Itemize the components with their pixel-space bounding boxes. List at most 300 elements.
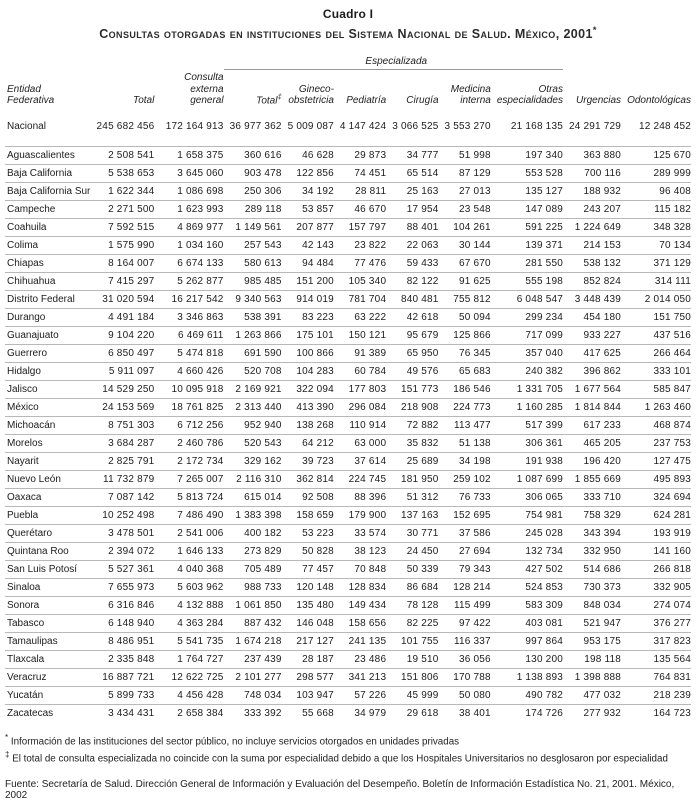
table-cell: 754 981 [491, 506, 563, 524]
row-label: Morelos [5, 434, 91, 452]
table-cell: 135 564 [621, 650, 691, 668]
table-cell: 46 628 [282, 146, 334, 164]
table-cell: 97 422 [439, 614, 491, 632]
table-cell: 207 877 [282, 218, 334, 236]
table-cell: 333 392 [224, 704, 282, 722]
table-cell: 64 212 [282, 434, 334, 452]
table-row [5, 704, 691, 722]
table-cell: 317 823 [621, 632, 691, 650]
table-cell: 5 813 724 [154, 488, 223, 506]
table-cell: 36 056 [439, 650, 491, 668]
table-cell: 887 432 [224, 614, 282, 632]
table-cell: 33 574 [334, 524, 386, 542]
row-label: Coahuila [5, 218, 91, 236]
spacer-cell [563, 53, 691, 69]
table-cell: 113 477 [439, 416, 491, 434]
table-cell: 2 335 848 [91, 650, 155, 668]
table-cell: 12 248 452 [638, 120, 691, 132]
table-cell: 3 553 270 [444, 120, 491, 132]
table-row [5, 470, 691, 488]
table-cell: 624 281 [621, 506, 691, 524]
table-cell: 4 363 284 [154, 614, 223, 632]
table-cell: 997 864 [491, 632, 563, 650]
table-cell: 10 252 498 [91, 506, 155, 524]
row-label: Guanajuato [5, 326, 91, 344]
table-cell: 7 592 515 [91, 218, 155, 236]
table-cell: 454 180 [563, 308, 621, 326]
table-cell: 70 134 [621, 236, 691, 254]
table-cell: 39 723 [282, 452, 334, 470]
table-cell: 755 812 [439, 290, 491, 308]
table-cell: 357 040 [491, 344, 563, 362]
table-cell: 218 908 [386, 398, 438, 416]
table-row [5, 560, 691, 578]
table-row [5, 272, 691, 290]
table-cell: 122 856 [282, 164, 334, 182]
table-cell: 1 087 699 [491, 470, 563, 488]
column-header: Odontológicas [627, 95, 691, 107]
source-line: Fuente: Secretaría de Salud. Dirección General de Información y Evaluación del Desempeño. Boletín de Información Estadística No. 21, 2001. México, 2002 [5, 778, 675, 801]
table-cell: 4 491 184 [91, 308, 155, 326]
table-cell: 96 408 [621, 182, 691, 200]
table-cell: 55 668 [282, 704, 334, 722]
table-cell: 146 048 [282, 614, 334, 632]
table-cell: 5 527 361 [91, 560, 155, 578]
table-row [5, 578, 691, 596]
table-cell: 348 328 [621, 218, 691, 236]
table-cell: 130 200 [491, 650, 563, 668]
table-cell: 1 398 888 [563, 668, 621, 686]
table-cell: 5 538 653 [91, 164, 155, 182]
table-cell: 65 514 [386, 164, 438, 182]
table-cell: 127 475 [621, 452, 691, 470]
row-label: Guerrero [5, 344, 91, 362]
table-cell: 74 451 [334, 164, 386, 182]
table-cell: 224 745 [334, 470, 386, 488]
table-cell: 28 811 [334, 182, 386, 200]
table-cell: 191 938 [491, 452, 563, 470]
table-cell: 16 887 721 [91, 668, 155, 686]
table-cell: 23 486 [334, 650, 386, 668]
table-row [5, 668, 691, 686]
table-cell: 224 773 [439, 398, 491, 416]
table-cell: 9 340 563 [224, 290, 282, 308]
table-cell: 465 205 [563, 434, 621, 452]
table-cell: 437 516 [621, 326, 691, 344]
table-number-title: Cuadro I [322, 7, 374, 21]
table-cell: 2 658 384 [154, 704, 223, 722]
table-cell: 538 132 [563, 254, 621, 272]
table-cell: 758 329 [563, 506, 621, 524]
table-cell: 100 866 [282, 344, 334, 362]
table-cell: 2 825 791 [91, 452, 155, 470]
table-row [5, 416, 691, 434]
table-row [5, 290, 691, 308]
table-row [5, 326, 691, 344]
table-cell: 110 914 [334, 416, 386, 434]
table-cell: 186 546 [439, 380, 491, 398]
table-cell: 2 508 541 [91, 146, 155, 164]
table-cell: 333 710 [563, 488, 621, 506]
table-row [5, 434, 691, 452]
table-cell: 125 866 [439, 326, 491, 344]
table-cell: 151 773 [386, 380, 438, 398]
table-cell: 1 138 893 [491, 668, 563, 686]
table-cell: 5 603 962 [154, 578, 223, 596]
table-cell: 371 129 [621, 254, 691, 272]
table-cell: 181 950 [386, 470, 438, 488]
table-cell: 8 751 303 [91, 416, 155, 434]
table-cell: 53 857 [282, 200, 334, 218]
table-cell: 217 127 [282, 632, 334, 650]
table-cell: 152 695 [439, 506, 491, 524]
table-cell: 86 684 [386, 578, 438, 596]
table-cell: 91 389 [334, 344, 386, 362]
table-cell: 49 576 [386, 362, 438, 380]
table-cell: 1 764 727 [154, 650, 223, 668]
column-header: Gineco- obstetricia [288, 83, 334, 107]
table-cell: 360 616 [224, 146, 282, 164]
spacer-cell [5, 53, 224, 69]
table-cell: 266 818 [621, 560, 691, 578]
table-row [5, 218, 691, 236]
table-cell: 6 148 940 [91, 614, 155, 632]
column-header: Consulta externa general [184, 72, 224, 107]
table-cell: 6 048 547 [491, 290, 563, 308]
table-cell: 158 656 [334, 614, 386, 632]
table-cell: 7 655 973 [91, 578, 155, 596]
table-cell: 193 919 [621, 524, 691, 542]
table-cell: 65 950 [386, 344, 438, 362]
table-cell: 903 478 [224, 164, 282, 182]
table-cell: 65 683 [439, 362, 491, 380]
table-cell: 42 618 [386, 308, 438, 326]
table-cell: 477 032 [563, 686, 621, 704]
table-cell: 748 034 [224, 686, 282, 704]
table-cell: 333 101 [621, 362, 691, 380]
row-label: Sinaloa [5, 578, 91, 596]
table-cell: 60 784 [334, 362, 386, 380]
table-cell: 25 163 [386, 182, 438, 200]
row-label: Chihuahua [5, 272, 91, 290]
table-cell: 24 291 729 [568, 120, 622, 132]
row-label: Baja California Sur [5, 182, 91, 200]
table-cell: 67 670 [439, 254, 491, 272]
table-cell: 580 613 [224, 254, 282, 272]
row-label: México [5, 398, 91, 416]
table-cell: 245 682 456 [96, 120, 155, 132]
table-cell: 139 371 [491, 236, 563, 254]
table-cell: 289 118 [224, 200, 282, 218]
table-cell: 157 797 [334, 218, 386, 236]
table-cell: 4 132 888 [154, 596, 223, 614]
table-cell: 104 261 [439, 218, 491, 236]
table-cell: 988 733 [224, 578, 282, 596]
column-header-row [5, 69, 691, 111]
table-cell: 848 034 [563, 596, 621, 614]
table-cell: 4 147 424 [339, 120, 387, 132]
table-cell: 376 277 [621, 614, 691, 632]
table-cell: 95 679 [386, 326, 438, 344]
table-cell: 413 390 [282, 398, 334, 416]
table-cell: 2 313 440 [224, 398, 282, 416]
table-cell: 12 622 725 [154, 668, 223, 686]
footnote-text: Información de las instituciones del sector público, no incluye servicios otorgados en unidades privadas [10, 735, 460, 747]
footnote-marker: ‡ [5, 750, 10, 760]
table-cell: 105 340 [334, 272, 386, 290]
table-cell: 164 723 [621, 704, 691, 722]
column-header: Urgencias [576, 95, 622, 107]
table-row [5, 362, 691, 380]
table-cell: 27 013 [439, 182, 491, 200]
table-cell: 1 263 866 [224, 326, 282, 344]
table-row [5, 614, 691, 632]
table-cell: 50 080 [439, 686, 491, 704]
table-row [5, 308, 691, 326]
table-cell: 5 474 818 [154, 344, 223, 362]
table-cell: 78 128 [386, 596, 438, 614]
table-cell: 50 828 [282, 542, 334, 560]
table-cell: 2 014 050 [621, 290, 691, 308]
footnote-marker: * [5, 732, 9, 742]
table-cell: 7 486 490 [154, 506, 223, 524]
table-cell: 18 761 825 [154, 398, 223, 416]
table-row [5, 524, 691, 542]
table-cell: 2 116 310 [224, 470, 282, 488]
table-row [5, 596, 691, 614]
table-cell: 1 677 564 [563, 380, 621, 398]
table-cell: 520 708 [224, 362, 282, 380]
table-cell: 79 343 [439, 560, 491, 578]
row-label: Colima [5, 236, 91, 254]
table-cell: 4 040 368 [154, 560, 223, 578]
table-cell: 2 460 786 [154, 434, 223, 452]
table-cell: 3 684 287 [91, 434, 155, 452]
table-cell: 1 814 844 [563, 398, 621, 416]
table-cell: 1 658 375 [154, 146, 223, 164]
table-cell: 417 625 [563, 344, 621, 362]
table-cell: 150 121 [334, 326, 386, 344]
table-cell: 2 101 277 [224, 668, 282, 686]
table-cell: 1 622 344 [91, 182, 155, 200]
footnote-text: El total de consulta especializada no coincide con la suma por especialidad debido a que los Hospitales Universitarios no desglosaron por especialidad [12, 753, 668, 765]
table-cell: 5 899 733 [91, 686, 155, 704]
table-cell: 1 623 993 [154, 200, 223, 218]
table-row [5, 506, 691, 524]
table-cell: 51 998 [439, 146, 491, 164]
table-cell: 617 233 [563, 416, 621, 434]
table-cell: 3 434 431 [91, 704, 155, 722]
table-cell: 245 028 [491, 524, 563, 542]
row-label: Distrito Federal [5, 290, 91, 308]
table-cell: 6 850 497 [91, 344, 155, 362]
table-cell: 281 550 [491, 254, 563, 272]
table-cell: 21 168 135 [510, 120, 563, 132]
table-cell: 53 223 [282, 524, 334, 542]
table-cell: 2 169 921 [224, 380, 282, 398]
table-cell: 1 575 990 [91, 236, 155, 254]
table-cell: 237 439 [224, 650, 282, 668]
table-cell: 63 222 [334, 308, 386, 326]
table-row [5, 650, 691, 668]
table-cell: 700 116 [563, 164, 621, 182]
row-label: Puebla [5, 506, 91, 524]
table-row [5, 344, 691, 362]
table-cell: 147 089 [491, 200, 563, 218]
table-cell: 158 659 [282, 506, 334, 524]
row-label: Sonora [5, 596, 91, 614]
table-cell: 51 138 [439, 434, 491, 452]
table-cell: 91 625 [439, 272, 491, 290]
table-cell: 6 469 611 [154, 326, 223, 344]
table-cell: 289 999 [621, 164, 691, 182]
table-row [5, 200, 691, 218]
table-cell: 240 382 [491, 362, 563, 380]
table-cell: 34 198 [439, 452, 491, 470]
table-cell: 30 144 [439, 236, 491, 254]
table-cell: 128 834 [334, 578, 386, 596]
table-cell: 170 788 [439, 668, 491, 686]
table-cell: 933 227 [563, 326, 621, 344]
title-footnote-marker: * [592, 25, 597, 35]
table-cell: 3 478 501 [91, 524, 155, 542]
table-cell: 2 541 006 [154, 524, 223, 542]
table-cell: 1 263 460 [621, 398, 691, 416]
column-header: Total‡ [256, 91, 282, 107]
table-cell: 299 234 [491, 308, 563, 326]
column-header: Total [133, 95, 155, 107]
table-cell: 3 645 060 [154, 164, 223, 182]
row-label: Jalisco [5, 380, 91, 398]
table-cell: 31 020 594 [91, 290, 155, 308]
table-cell: 306 361 [491, 434, 563, 452]
table-cell: 583 309 [491, 596, 563, 614]
table-cell: 1 149 561 [224, 218, 282, 236]
row-label: Baja California [5, 164, 91, 182]
table-cell: 266 464 [621, 344, 691, 362]
table-cell: 28 187 [282, 650, 334, 668]
table-cell: 17 954 [386, 200, 438, 218]
table-cell: 59 433 [386, 254, 438, 272]
table-cell: 985 485 [224, 272, 282, 290]
table-cell: 1 674 218 [224, 632, 282, 650]
table-cell: 705 489 [224, 560, 282, 578]
table-cell: 172 164 913 [165, 120, 224, 132]
table-cell: 19 510 [386, 650, 438, 668]
statistics-table [5, 53, 691, 722]
table-cell: 83 223 [282, 308, 334, 326]
table-row [5, 236, 691, 254]
table-cell: 730 373 [563, 578, 621, 596]
table-cell: 46 670 [334, 200, 386, 218]
table-row [5, 452, 691, 470]
table-cell: 151 200 [282, 272, 334, 290]
table-cell: 403 081 [491, 614, 563, 632]
table-cell: 116 337 [439, 632, 491, 650]
table-cell: 306 065 [491, 488, 563, 506]
table-cell: 23 822 [334, 236, 386, 254]
table-cell: 196 420 [563, 452, 621, 470]
table-cell: 259 102 [439, 470, 491, 488]
table-cell: 135 480 [282, 596, 334, 614]
table-cell: 38 123 [334, 542, 386, 560]
table-cell: 396 862 [563, 362, 621, 380]
table-cell: 70 848 [334, 560, 386, 578]
table-cell: 3 448 439 [563, 290, 621, 308]
table-cell: 25 689 [386, 452, 438, 470]
table-row [5, 380, 691, 398]
table-row [5, 164, 691, 182]
table-cell: 332 905 [621, 578, 691, 596]
table-row [5, 488, 691, 506]
row-label: Aguascalientes [5, 146, 91, 164]
table-cell: 2 271 500 [91, 200, 155, 218]
table-cell: 125 670 [621, 146, 691, 164]
table-cell: 852 824 [563, 272, 621, 290]
table-cell: 37 586 [439, 524, 491, 542]
table-cell: 298 577 [282, 668, 334, 686]
table-cell: 362 814 [282, 470, 334, 488]
table-cell: 2 172 734 [154, 452, 223, 470]
table-cell: 76 345 [439, 344, 491, 362]
row-label: Quintana Roo [5, 542, 91, 560]
table-cell: 514 686 [563, 560, 621, 578]
table-cell: 88 396 [334, 488, 386, 506]
table-cell: 30 771 [386, 524, 438, 542]
table-cell: 591 225 [491, 218, 563, 236]
table-cell: 840 481 [386, 290, 438, 308]
table-cell: 241 135 [334, 632, 386, 650]
row-label: Querétaro [5, 524, 91, 542]
table-cell: 92 508 [282, 488, 334, 506]
table-cell: 5 911 097 [91, 362, 155, 380]
table-cell: 120 148 [282, 578, 334, 596]
table-cell: 5 009 087 [287, 120, 334, 132]
table-cell: 7 415 297 [91, 272, 155, 290]
table-cell: 343 394 [563, 524, 621, 542]
table-cell: 555 198 [491, 272, 563, 290]
table-cell: 132 734 [491, 542, 563, 560]
table-cell: 88 401 [386, 218, 438, 236]
table-cell: 34 192 [282, 182, 334, 200]
table-row [5, 254, 691, 272]
table-cell: 329 162 [224, 452, 282, 470]
table-cell: 103 947 [282, 686, 334, 704]
table-cell: 4 456 428 [154, 686, 223, 704]
table-cell: 137 163 [386, 506, 438, 524]
table-cell: 952 940 [224, 416, 282, 434]
table-cell: 45 999 [386, 686, 438, 704]
footnote-line [5, 749, 691, 766]
table-cell: 314 111 [621, 272, 691, 290]
table-cell: 151 806 [386, 668, 438, 686]
table-cell: 34 777 [386, 146, 438, 164]
table-cell: 1 855 669 [563, 470, 621, 488]
table-row [5, 146, 691, 164]
table-cell: 691 590 [224, 344, 282, 362]
table-cell: 3 066 525 [392, 120, 439, 132]
table-cell: 1 646 133 [154, 542, 223, 560]
table-cell: 250 306 [224, 182, 282, 200]
table-cell: 214 153 [563, 236, 621, 254]
table-cell: 400 182 [224, 524, 282, 542]
table-cell: 29 618 [386, 704, 438, 722]
table-cell: 274 074 [621, 596, 691, 614]
table-cell: 37 614 [334, 452, 386, 470]
group-header-especializada: Especializada [224, 53, 563, 69]
row-label: San Luis Potosí [5, 560, 91, 578]
table-cell: 188 932 [563, 182, 621, 200]
